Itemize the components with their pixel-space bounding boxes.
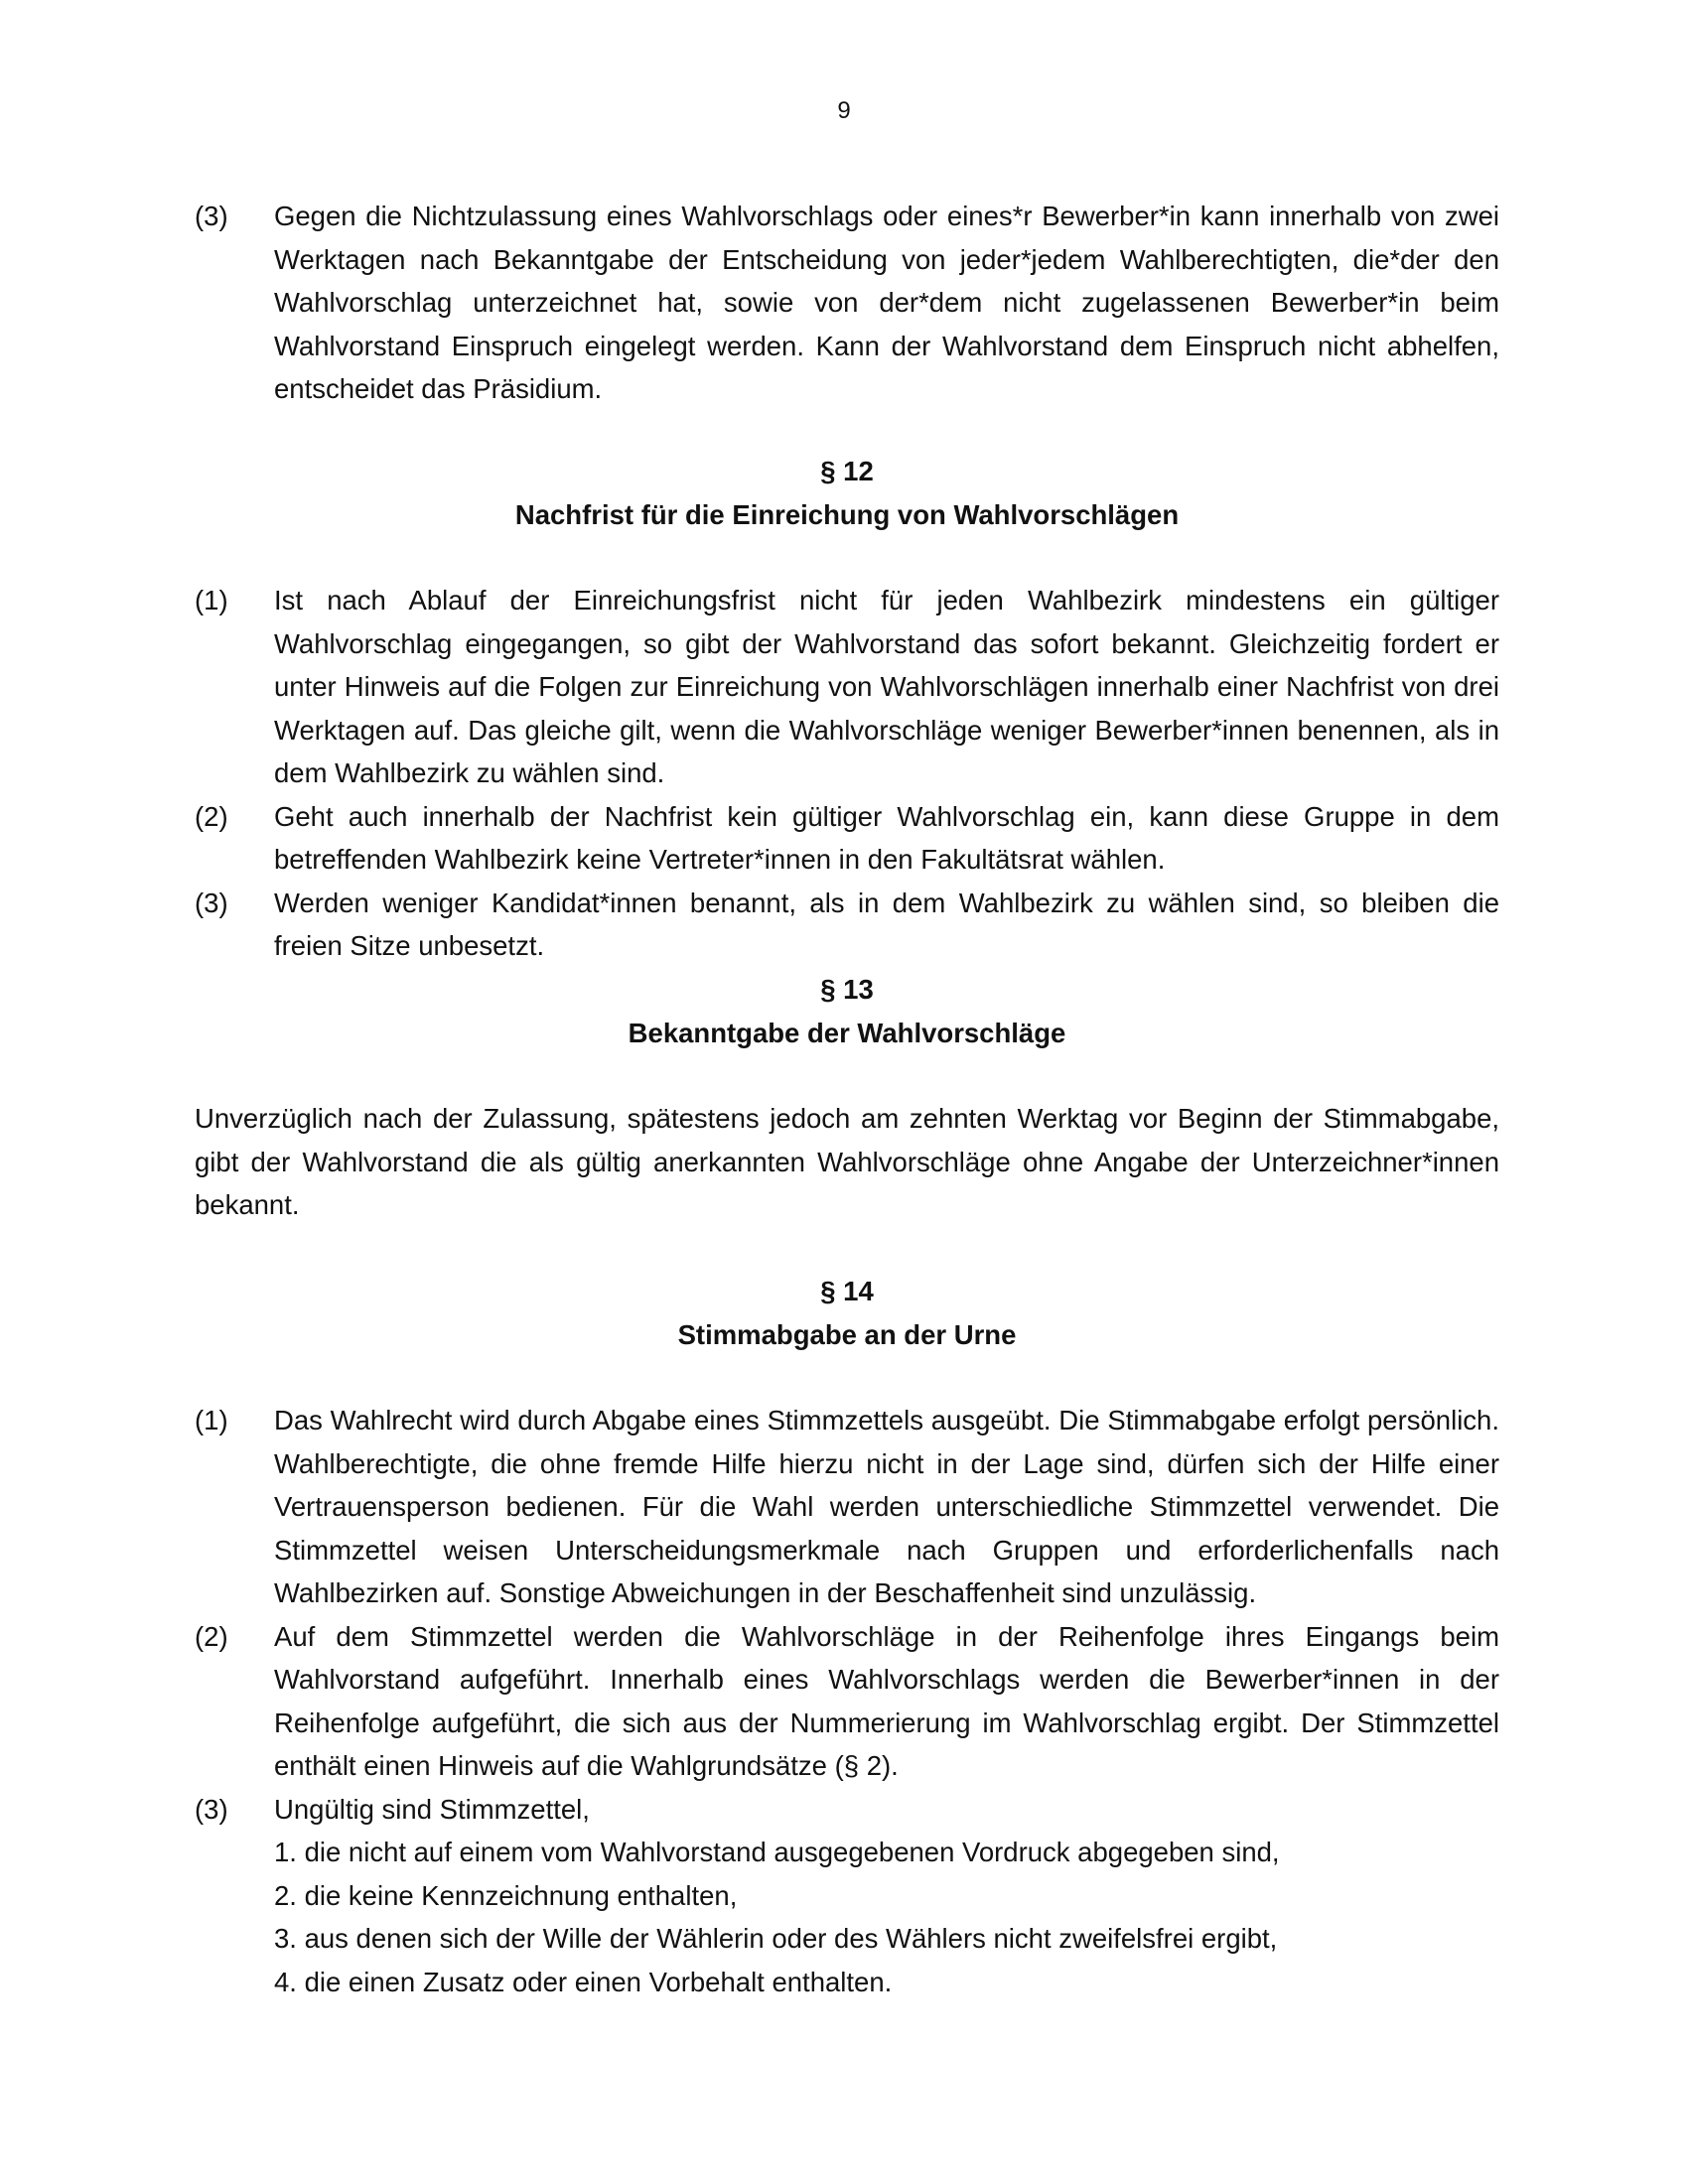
paragraph-number: (3)	[195, 887, 228, 918]
paragraph	[195, 1399, 1499, 1615]
section-14	[195, 1270, 1499, 1356]
section-14-body	[195, 1399, 1499, 2003]
paragraph-text: Unverzüglich nach der Zulassung, spätestens jedoch am zehnten Werktag vor Beginn der Stimmabgabe, gibt der Wahlvorstand die als gültig anerkannten Wahlvorschläge ohne Angabe der Unterzeichner*innen bekannt.	[195, 1103, 1499, 1220]
paragraph-text: Ungültig sind Stimmzettel,	[274, 1793, 590, 1825]
list-item: 1. die nicht auf einem vom Wahlvorstand ausgegebenen Vordruck abgegeben sind,	[274, 1837, 1280, 1867]
paragraph-text: Werden weniger Kandidat*innen benannt, als in dem Wahlbezirk zu wählen sind, so bleiben die freien Sitze unbesetzt.	[274, 887, 1499, 961]
paragraph-number: (1)	[195, 1405, 228, 1435]
section-number: § 12	[820, 456, 874, 486]
paragraph-number: (2)	[195, 1620, 228, 1652]
paragraph	[195, 195, 1499, 411]
section-number: § 14	[820, 1276, 874, 1306]
page-number: 9	[837, 97, 851, 124]
section-13-body	[195, 1097, 1499, 1227]
list-item: 3. aus denen sich der Wille der Wählerin oder des Wählers nicht zweifelsfrei ergibt,	[274, 1923, 1278, 1954]
paragraph-number: (2)	[195, 800, 228, 832]
section-13	[195, 968, 1499, 1054]
paragraph-text: Auf dem Stimmzettel werden die Wahlvorschläge in der Reihenfolge ihres Eingangs beim Wahlvorstand aufgeführt. Innerhalb eines Wahlvorschlags werden die Bewerber*innen in der Reihenfolge aufgeführt, die sich aus der Nummerierung im Wahlvorschlag ergibt. Der Stimmzettel enthält einen Hinweis auf die Wahlgrundsätze (§ 2).	[274, 1620, 1499, 1781]
section-number: § 13	[820, 974, 874, 1005]
paragraph-number: (3)	[195, 1793, 228, 1825]
paragraph-text: Das Wahlrecht wird durch Abgabe eines Stimmzettels ausgeübt. Die Stimmabgabe erfolgt persönlich. Wahlberechtigte, die ohne fremde Hilfe hierzu nicht in der Lage sind, dürfen sich der Hilfe einer Vertrauensperson bedienen. Für die Wahl werden unterschiedliche Stimmzettel verwendet. Die Stimmzettel weisen Unterscheidungsmerkmale nach Gruppen und erforderlichenfalls nach Wahlbezirken auf. Sonstige Abweichungen in der Beschaffenheit sind unzulässig.	[274, 1405, 1499, 1608]
top-section	[195, 195, 1499, 411]
list-item: 4. die einen Zusatz oder einen Vorbehalt enthalten.	[274, 1966, 893, 1997]
paragraph	[195, 1615, 1499, 1788]
paragraph	[195, 795, 1499, 882]
paragraph-number: (1)	[195, 585, 228, 615]
paragraph	[195, 1788, 1499, 1832]
paragraph	[195, 579, 1499, 795]
list-item: 2. die keine Kennzeichnung enthalten,	[274, 1879, 738, 1911]
paragraph	[195, 882, 1499, 968]
section-title: Nachfrist für die Einreichung von Wahlvorschlägen	[514, 498, 1180, 530]
paragraph-number: (3)	[195, 201, 228, 231]
section-12-body	[195, 579, 1499, 968]
section-12	[195, 450, 1499, 536]
section-title: Stimmabgabe an der Urne	[677, 1318, 1017, 1350]
paragraph-text: Geht auch innerhalb der Nachfrist kein gültiger Wahlvorschlag ein, kann diese Gruppe in dem betreffenden Wahlbezirk keine Vertreter*innen in den Fakultätsrat wählen.	[274, 800, 1499, 875]
paragraph-text: Gegen die Nichtzulassung eines Wahlvorschlags oder eines*r Bewerber*in kann innerhalb von zwei Werktagen nach Bekanntgabe der Entscheidung von jeder*jedem Wahlberechtigten, die*der den Wahlvorschlag unterzeichnet hat, sowie von der*dem nicht zugelassenen Bewerber*in beim Wahlvorstand Einspruch eingelegt werden. Kann der Wahlvorstand dem Einspruch nicht abhelfen, entscheidet das Präsidium.	[274, 201, 1499, 404]
section-title: Bekanntgabe der Wahlvorschläge	[628, 1017, 1066, 1048]
paragraph-text: Ist nach Ablauf der Einreichungsfrist nicht für jeden Wahlbezirk mindestens ein gültiger Wahlvorschlag eingegangen, so gibt der Wahlvorstand das sofort bekannt. Gleichzeitig fordert er unter Hinweis auf die Folgen zur Einreichung von Wahlvorschlägen innerhalb einer Nachfrist von drei Werktagen auf. Das gleiche gilt, wenn die Wahlvorschläge weniger Bewerber*innen benennen, als in dem Wahlbezirk zu wählen sind.	[274, 585, 1499, 788]
